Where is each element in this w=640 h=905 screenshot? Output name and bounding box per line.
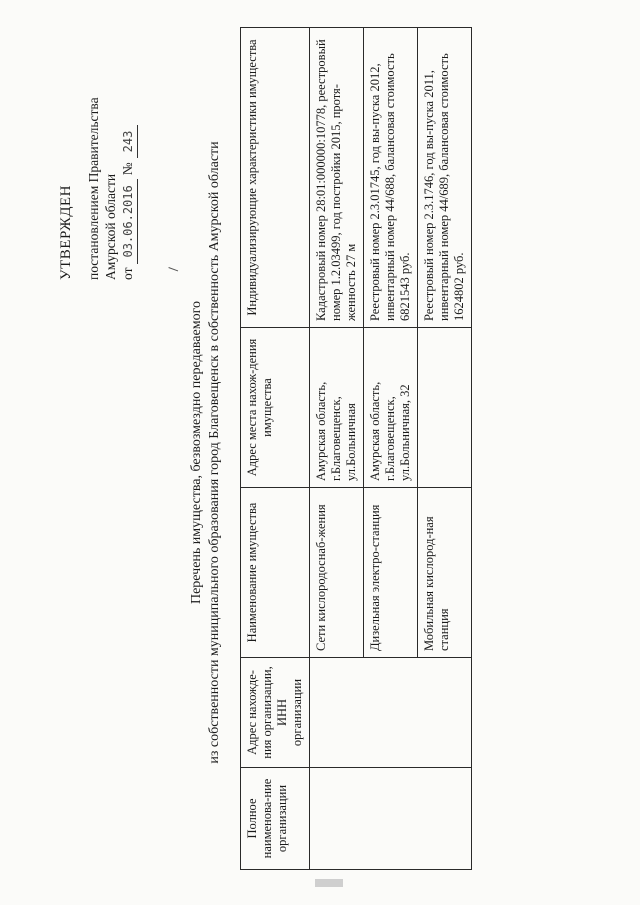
table-header-row (241, 28, 310, 870)
cell-property-address: Амурская область, г.Благовещенск, ул.Больничная, 32 (364, 328, 418, 488)
cell-property-name: Мобильная кислород-ная станция (418, 488, 472, 658)
title-line-1: Перечень имущества, безвозмездно передаваемого (189, 301, 204, 605)
cell-property-name: Сети кислородоснаб-жения (310, 488, 364, 658)
document-title (188, 0, 224, 905)
cell-org-address (310, 658, 472, 768)
table-row (310, 28, 364, 870)
cell-property-address: Амурская область, г.Благовещенск, ул.Больничная (310, 328, 364, 488)
cell-characteristics: Реестровый номер 2.3.1746, год вы-пуска 2011, инвентарный номер 44/689, балансовая стоимость 1624802 руб. (418, 28, 472, 328)
approval-stamp (58, 20, 138, 280)
col-header-org-name: Полное наименова-ние организации (241, 768, 310, 870)
scan-edge-mark (315, 879, 343, 887)
approval-date: 03.06.2016 (120, 179, 138, 263)
pen-mark (168, 258, 181, 272)
cell-characteristics: Кадастровый номер 28:01:000000:10778, реестровый номер 1.2.03499, год постройки 2015, протя-женность 27 м (310, 28, 364, 328)
col-header-property-name: Наименование имущества (241, 488, 310, 658)
approval-number: 243 (120, 125, 138, 159)
approval-line-1: постановлением Правительства (86, 97, 101, 280)
title-line-2: из собственности муниципального образования город Благовещенск в собственность Амурской области (207, 141, 222, 764)
date-prefix: от (120, 267, 135, 280)
cell-characteristics: Реестровый номер 2.3.01745, год вы-пуска 2012, инвентарный номер 44/688, балансовая стоимость 6821543 руб. (364, 28, 418, 328)
approval-line-2: Амурской области (103, 173, 118, 280)
col-header-org-address: Адрес нахожде-ния организации, ИНН организации (241, 658, 310, 768)
col-header-property-address: Адрес места нахож-дения имущества (241, 328, 310, 488)
cell-property-name: Дизельная электро-станция (364, 488, 418, 658)
cell-property-address (418, 328, 472, 488)
col-header-characteristics: Индивидуализирующие характеристики имущества (241, 28, 310, 328)
number-prefix: № (120, 162, 135, 176)
approval-date-row (119, 20, 138, 280)
approval-title: УТВЕРЖДЕН (58, 185, 74, 280)
cell-org-name (310, 768, 472, 870)
property-table (240, 27, 472, 870)
